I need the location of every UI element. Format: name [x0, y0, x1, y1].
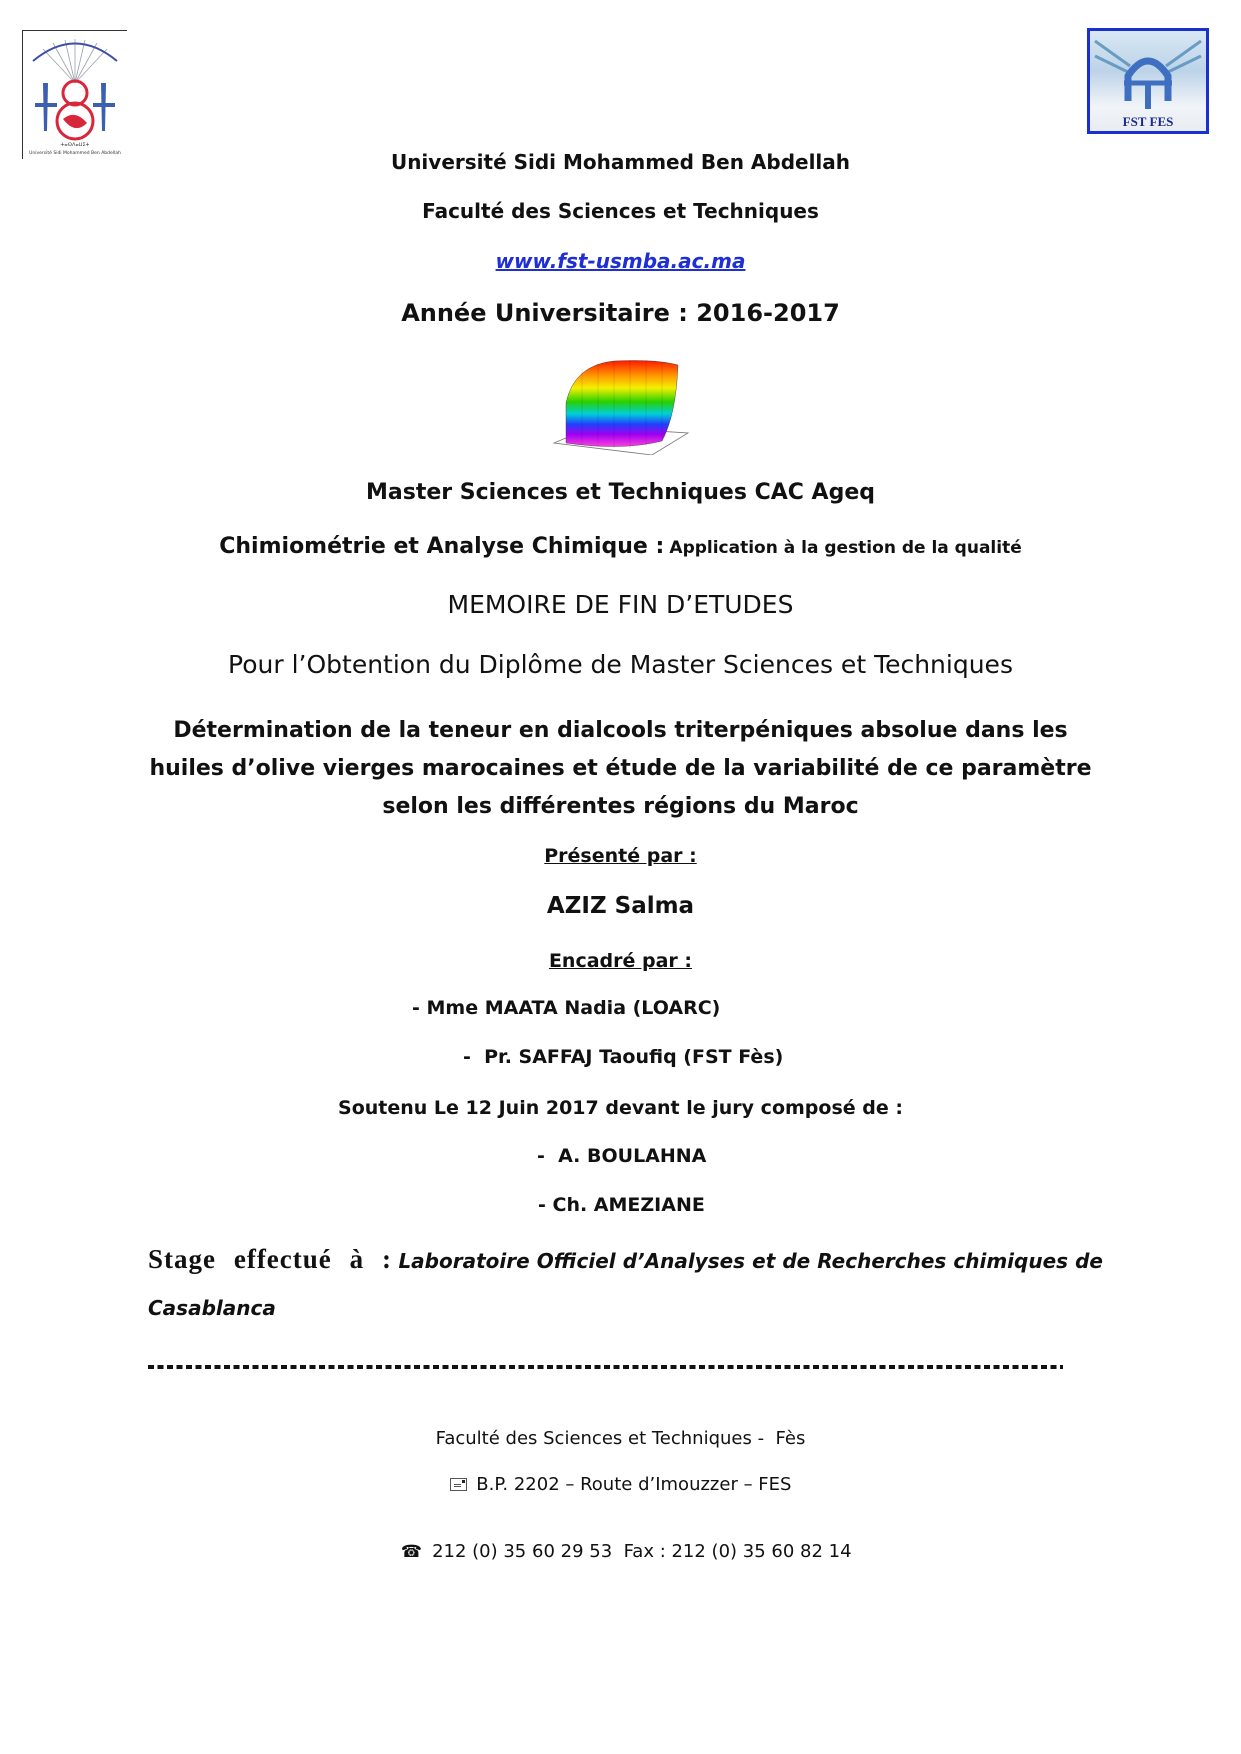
author-name: AZIZ Salma: [546, 893, 695, 919]
internship-lab: Laboratoire Officiel d’Analyses et de Recherches chimiques de Casablanca: [148, 1249, 1104, 1320]
defense-statement: Soutenu Le 12 Juin 2017 devant le jury composé de :: [338, 1097, 903, 1119]
dashed-separator: [148, 1365, 1063, 1369]
supervised-by-label: Encadré par :: [548, 950, 693, 972]
supervisor-item: - Pr. SAFFAJ Taoufiq (FST Fès): [463, 1046, 784, 1068]
thesis-title-line: selon les différentes régions du Maroc: [382, 794, 859, 819]
thesis-title: [0, 712, 1241, 826]
presented-by-label: Présenté par :: [544, 845, 697, 867]
footer-institution: Faculté des Sciences et Techniques - Fès: [435, 1428, 806, 1449]
footer-address: B.P. 2202 – Route d’Imouzzer – FES: [476, 1474, 792, 1495]
thesis-purpose: Pour l’Obtention du Diplôme de Master Sciences et Techniques: [228, 650, 1013, 679]
svg-text:FST FES: FST FES: [1122, 114, 1174, 129]
internship-location: [148, 1236, 1103, 1332]
thesis-title-line: Détermination de la teneur en dialcools triterpéniques absolue dans les: [173, 718, 1068, 743]
thesis-type: MEMOIRE DE FIN D’ETUDES: [447, 590, 794, 619]
usmba-logo-icon: [23, 31, 127, 159]
specialty-main: Chimiométrie et Analyse Chimique :: [219, 534, 665, 559]
faculty-name: Faculté des Sciences et Techniques: [422, 199, 819, 223]
supervisor-item: - Mme MAATA Nadia (LOARC): [412, 997, 721, 1019]
internship-label: Stage effectué à :: [148, 1244, 392, 1274]
footer-phone-fax: 212 (0) 35 60 29 53 Fax : 212 (0) 35 60 82 14: [432, 1541, 852, 1562]
academic-year: Année Universitaire : 2016-2017: [401, 299, 840, 327]
jury-member: - A. BOULAHNA: [537, 1145, 707, 1167]
envelope-icon: [450, 1478, 467, 1491]
svg-text:Université Sidi Mohammed Ben A: Université Sidi Mohammed Ben Abdellah: [29, 151, 121, 156]
fst-fes-logo-icon: [1090, 31, 1206, 131]
surface-plot-illustration: [552, 355, 692, 455]
master-program: Master Sciences et Techniques CAC Ageq: [365, 480, 876, 505]
surface-plot-icon: [552, 355, 692, 455]
specialty-sub: Application à la gestion de la qualité: [669, 538, 1022, 558]
fst-fes-logo: [1087, 28, 1209, 134]
usmba-logo: [22, 30, 127, 159]
jury-member: - Ch. AMEZIANE: [538, 1194, 705, 1216]
university-name: Université Sidi Mohammed Ben Abdellah: [390, 150, 851, 174]
telephone-icon: ☎: [400, 1542, 423, 1562]
website-link[interactable]: www.fst-usmba.ac.ma: [495, 249, 746, 273]
thesis-title-line: huiles d’olive vierges marocaines et étude de la variabilité de ce paramètre: [149, 756, 1092, 781]
svg-text:ⵜⴰⵙⴷⴰⵡⵉⵜ: ⵜⴰⵙⴷⴰⵡⵉⵜ: [60, 142, 90, 148]
